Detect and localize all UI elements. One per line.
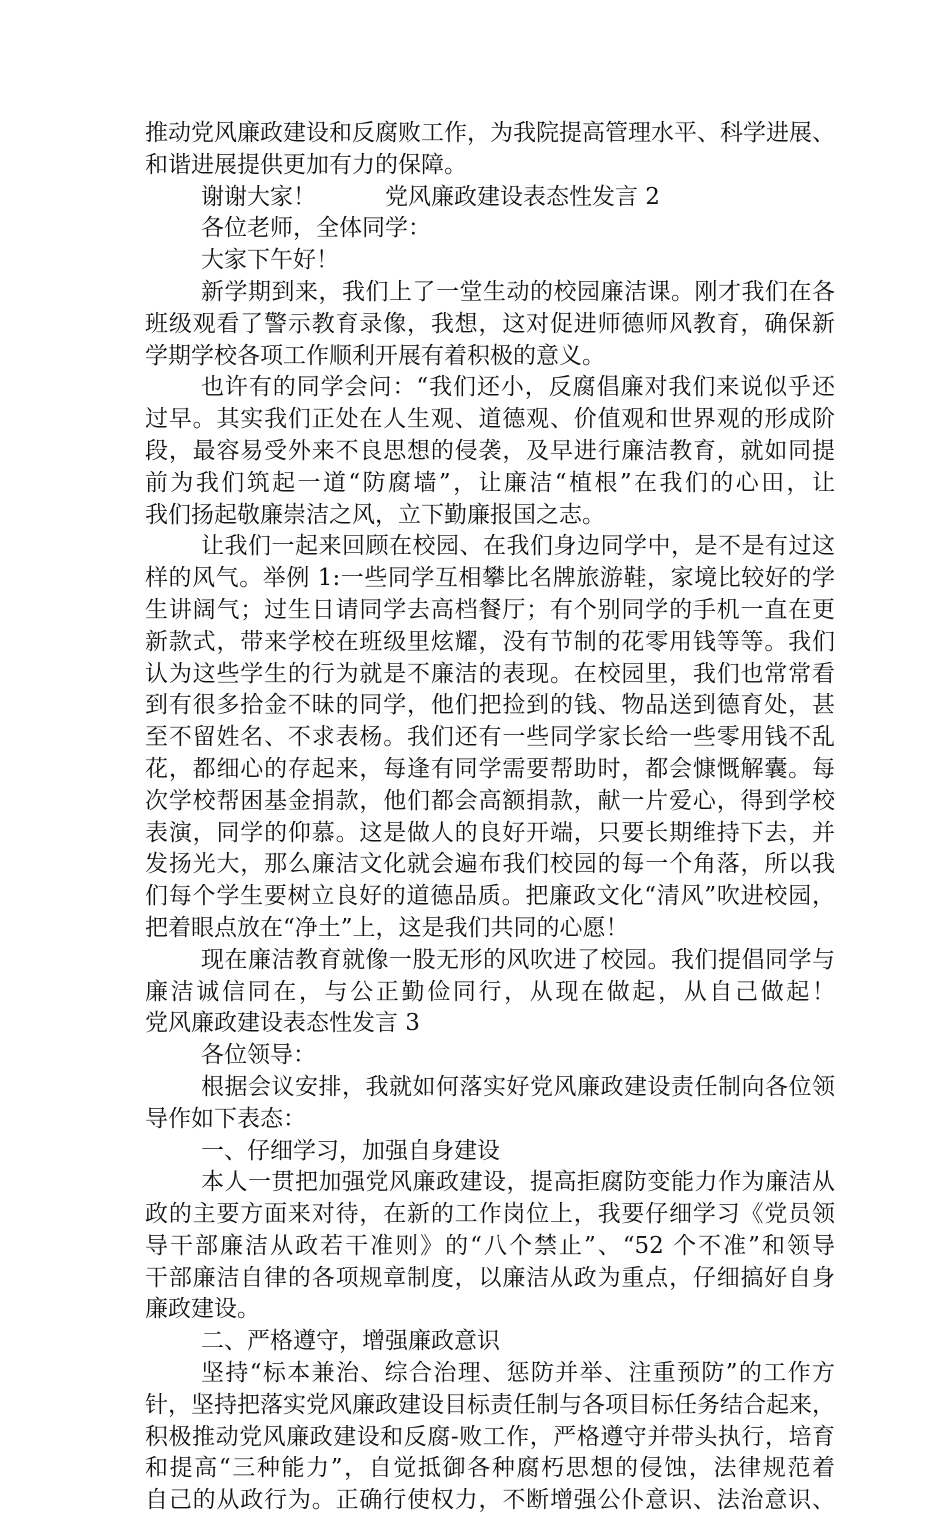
text-line: 各位老师，全体同学： <box>201 215 431 242</box>
text-line: 党风廉政建设表态性发言 3 <box>145 1010 420 1037</box>
text-line: 生讲阔气；过生日请同学去高档餐厅；有个别同学的手机一直在更 <box>145 596 835 623</box>
text-line: 根据会议安排，我就如何落实好党风廉政建设责任制向各位领 <box>201 1073 835 1100</box>
text-line: 表演，同学的仰慕。这是做人的良好开端，只要长期维持下去，并 <box>145 819 835 846</box>
document-body <box>145 118 835 1517</box>
text-line: 到有很多拾金不昧的同学，他们把捡到的钱、物品送到德育处，甚 <box>145 692 835 719</box>
text-line: 和谐进展提供更加有力的保障。 <box>145 151 467 178</box>
text-line: 政的主要方面来对待，在新的工作岗位上，我要仔细学习《党员领 <box>145 1201 835 1228</box>
text-line: 推动党风廉政建设和反腐败工作，为我院提高管理水平、科学进展、 <box>145 120 835 146</box>
text-line: 一、仔细学习，加强自身建设 <box>201 1137 500 1164</box>
text-line: 积极推动党风廉政建设和反腐-败工作，严格遵守并带头执行，培育 <box>145 1423 835 1450</box>
text-line: 廉政建设。 <box>145 1296 260 1323</box>
text-line: 导作如下表态： <box>145 1105 306 1132</box>
text-line: 班级观看了警示教育录像，我想，这对促进师德师风教育，确保新 <box>145 310 835 337</box>
text-line: 廉洁诚信同在，与公正勤俭同行，从现在做起，从自己做起！ <box>145 978 835 1005</box>
text-line: 我们扬起敬廉崇洁之风，立下勤廉报国之志。 <box>145 501 605 528</box>
text-line: 干部廉洁自律的各项规章制度，以廉洁从政为重点，仔细搞好自身 <box>145 1264 835 1291</box>
text-line: 针，坚持把落实党风廉政建设目标责任制与各项目标任务结合起来， <box>145 1391 835 1418</box>
text-line: 也许有的同学会问：“我们还小，反腐倡廉对我们来说似乎还 <box>201 374 835 401</box>
text-line: 导干部廉洁从政若干准则》的“八个禁止”、“52 个不准”和领导 <box>145 1232 835 1259</box>
text-line: 让我们一起来回顾在校园、在我们身边同学中，是不是有过这 <box>201 533 835 560</box>
text-line: 新款式，带来学校在班级里炫耀，没有节制的花零用钱等等。我们 <box>145 628 835 655</box>
text-line: 二、严格遵守，增强廉政意识 <box>201 1328 500 1355</box>
text-line: 认为这些学生的行为就是不廉洁的表现。在校园里，我们也常常看 <box>145 660 835 687</box>
text-line: 坚持“标本兼治、综合治理、惩防并举、注重预防”的工作方 <box>201 1360 835 1387</box>
text-line: 前为我们筑起一道“防腐墙”，让廉洁“植根”在我们的心田，让 <box>145 469 835 496</box>
text-line: 本人一贯把加强党风廉政建设，提高拒腐防变能力作为廉洁从 <box>201 1169 835 1196</box>
text-line: 把着眼点放在“净土”上，这是我们共同的心愿！ <box>145 914 629 941</box>
text-line: 样的风气。举例 1:一些同学互相攀比名牌旅游鞋，家境比较好的学 <box>145 565 835 592</box>
text-line: 们每个学生要树立良好的道德品质。把廉政文化“清风”吹进校园， <box>145 883 835 910</box>
text-line: 现在廉洁教育就像一股无形的风吹进了校园。我们提倡同学与 <box>201 946 835 973</box>
text-line: 次学校帮困基金捐款，他们都会高额捐款，献一片爱心，得到学校 <box>145 787 835 814</box>
text-line: 学期学校各项工作顺利开展有着积极的意义。 <box>145 342 605 369</box>
text-line: 大家下午好！ <box>201 247 339 274</box>
text-line: 花，都细心的存起来，每逢有同学需要帮助时，都会慷慨解囊。每 <box>145 755 835 782</box>
text-line: 自己的从政行为。正确行使权力，不断增强公仆意识、法治意识、 <box>145 1487 835 1514</box>
text-line: 段，最容易受外来不良思想的侵袭，及早进行廉洁教育，就如同提 <box>145 437 835 464</box>
text-line: 新学期到来，我们上了一堂生动的校园廉洁课。刚才我们在各 <box>201 278 835 305</box>
text-line: 和提高“三种能力”，自觉抵御各种腐朽思想的侵蚀，法律规范着 <box>145 1455 835 1482</box>
text-line: 过早。其实我们正处在人生观、道德观、价值观和世界观的形成阶 <box>145 406 835 433</box>
text-line: 发扬光大，那么廉洁文化就会遍布我们校园的每一个角落，所以我 <box>145 851 835 878</box>
text-line: 各位领导： <box>201 1042 316 1069</box>
text-line: 至不留姓名、不求表杨。我们还有一些同学家长给一些零用钱不乱 <box>145 724 835 751</box>
text-line: 谢谢大家！ 党风廉政建设表态性发言 2 <box>201 183 660 210</box>
